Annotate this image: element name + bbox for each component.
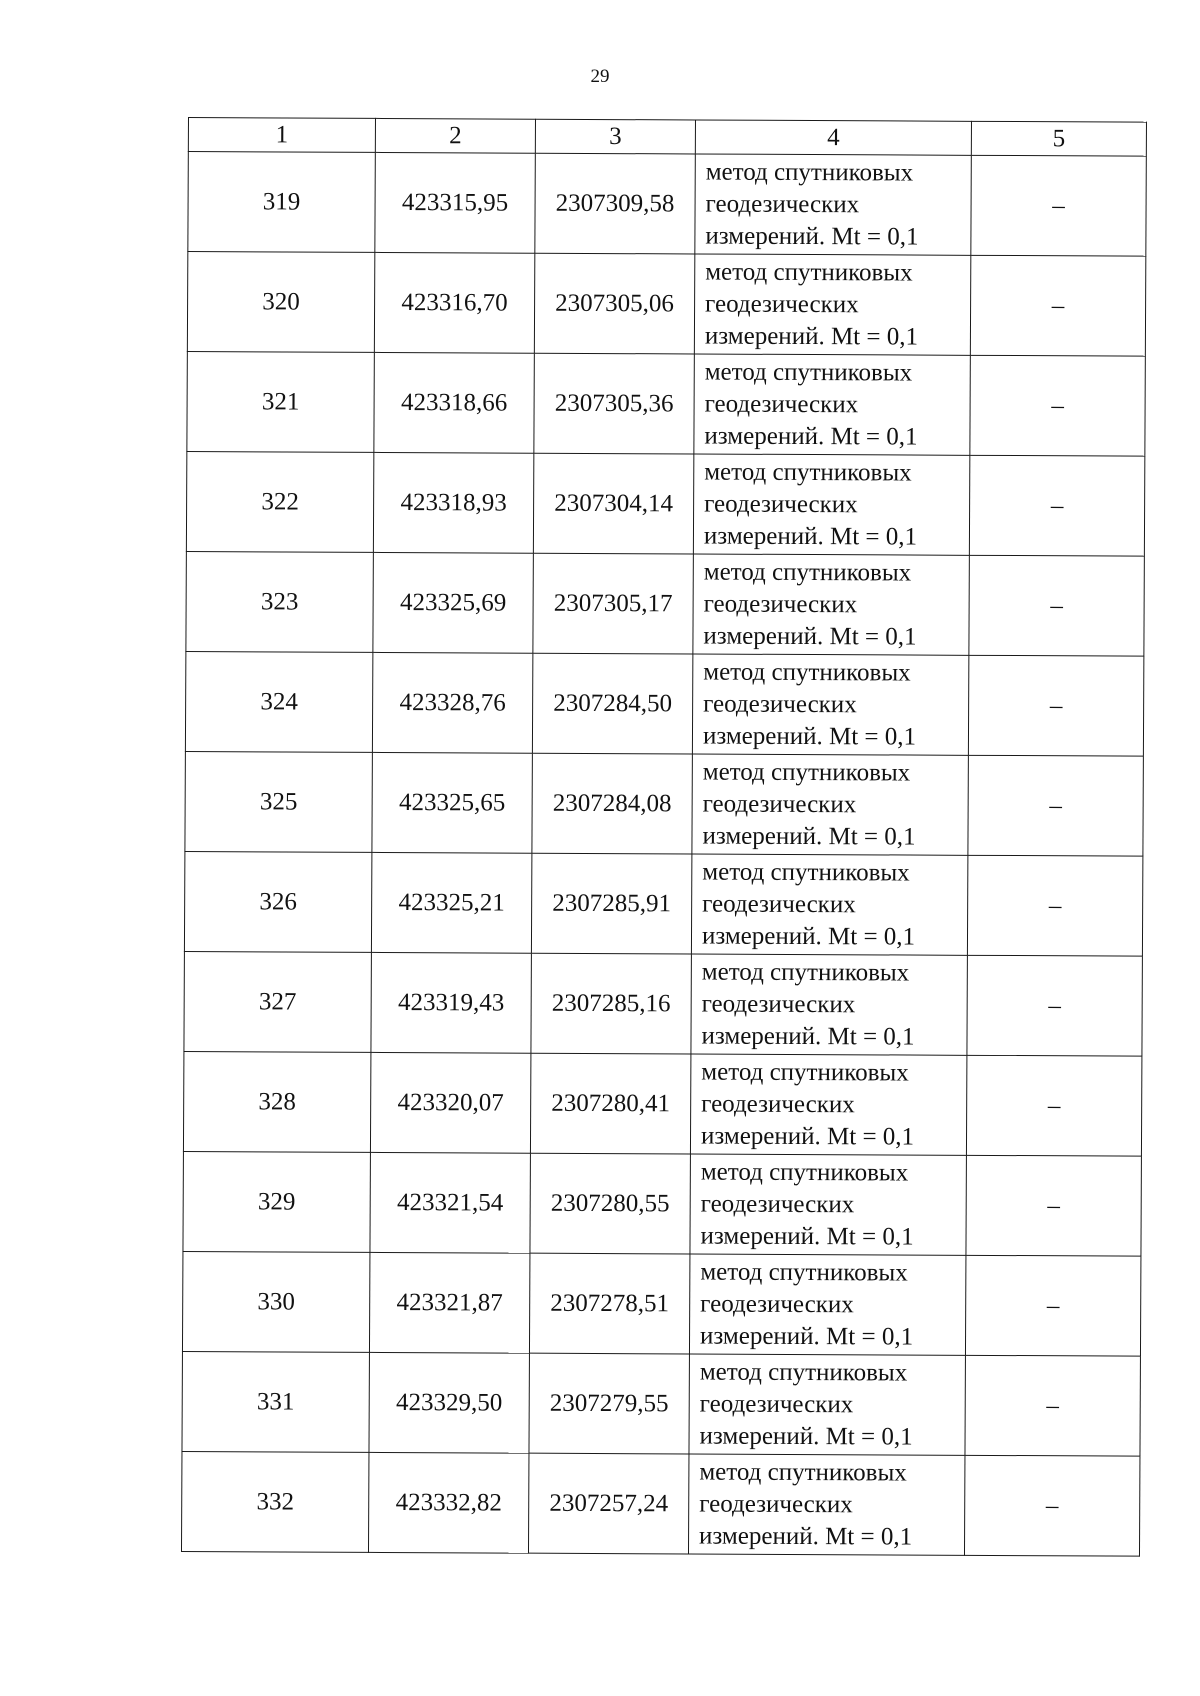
table-row: [184, 951, 1142, 1056]
method-line: метод спутниковых: [702, 858, 910, 887]
table-row: [186, 451, 1144, 556]
method-line: геодезических: [700, 1190, 855, 1218]
method-cell: [691, 954, 967, 1055]
method-cell: [690, 1054, 966, 1155]
method-cell: [689, 1354, 965, 1455]
method-cell: [689, 1254, 965, 1355]
y-coordinate-cell: 2307280,55: [530, 1153, 690, 1254]
method-cell: [692, 754, 968, 855]
method-line: метод спутниковых: [704, 358, 913, 387]
method-line: измерений. Mt = 0,1: [699, 1322, 914, 1351]
y-coordinate-cell: 2307280,41: [530, 1053, 690, 1154]
point-number-cell: 325: [185, 751, 372, 852]
y-coordinate-cell: 2307309,58: [535, 153, 695, 254]
table-body: [181, 152, 1146, 1557]
note-cell: –: [965, 1255, 1140, 1356]
note-cell: –: [968, 655, 1143, 756]
method-line: метод спутниковых: [701, 958, 910, 987]
method-line: метод спутниковых: [702, 758, 911, 787]
table-row: [187, 351, 1145, 456]
x-coordinate-cell: 423318,66: [374, 352, 534, 453]
x-coordinate-cell: 423321,54: [370, 1152, 530, 1253]
method-line: измерений. Mt = 0,1: [705, 222, 919, 251]
note-cell: –: [965, 1355, 1140, 1456]
point-number-cell: 319: [188, 152, 375, 253]
method-cell: [694, 254, 970, 355]
note-cell: –: [969, 455, 1144, 556]
y-coordinate-cell: 2307285,16: [531, 953, 691, 1054]
table-row: [187, 252, 1145, 357]
y-coordinate-cell: 2307305,06: [534, 253, 694, 354]
table-row: [183, 1051, 1141, 1156]
note-cell: –: [968, 755, 1143, 856]
method-line: измерений. Mt = 0,1: [701, 922, 916, 951]
y-coordinate-cell: 2307285,91: [531, 853, 691, 954]
note-cell: –: [964, 1455, 1139, 1556]
method-line: измерений. Mt = 0,1: [704, 322, 919, 351]
x-coordinate-cell: 423325,21: [371, 852, 531, 953]
x-coordinate-cell: 423318,93: [373, 452, 533, 553]
method-line: геодезических: [701, 1090, 855, 1118]
page-number: 29: [590, 66, 610, 87]
table-header-row: [188, 118, 1146, 157]
table-row: [185, 751, 1143, 856]
method-line: измерений. Mt = 0,1: [699, 1522, 913, 1551]
column-header-5: 5: [971, 121, 1146, 156]
method-cell: [695, 154, 971, 255]
point-number-cell: 324: [185, 651, 372, 752]
method-line: измерений. Mt = 0,1: [702, 722, 917, 751]
y-coordinate-cell: 2307284,08: [532, 753, 692, 854]
point-number-cell: 331: [182, 1351, 369, 1452]
table-row: [182, 1351, 1140, 1456]
y-coordinate-cell: 2307284,50: [532, 653, 692, 754]
point-number-cell: 326: [184, 851, 371, 952]
method-line: измерений. Mt = 0,1: [704, 422, 918, 451]
method-cell: [690, 1154, 966, 1255]
table-row: [186, 551, 1144, 656]
method-line: геодезических: [704, 490, 858, 518]
method-line: метод спутниковых: [703, 658, 911, 687]
method-line: измерений. Mt = 0,1: [700, 1222, 914, 1251]
x-coordinate-cell: 423325,65: [372, 752, 532, 853]
method-cell: [691, 854, 967, 955]
table-row: [184, 851, 1142, 956]
method-line: метод спутниковых: [703, 558, 912, 587]
x-coordinate-cell: 423325,69: [373, 552, 533, 653]
x-coordinate-cell: 423328,76: [372, 652, 532, 753]
method-line: метод спутниковых: [705, 258, 913, 287]
method-line: геодезических: [704, 390, 859, 418]
y-coordinate-cell: 2307305,17: [533, 553, 693, 654]
method-line: измерений. Mt = 0,1: [702, 822, 916, 851]
point-number-cell: 322: [186, 451, 373, 552]
method-line: метод спутниковых: [704, 458, 912, 487]
method-line: метод спутниковых: [700, 1158, 909, 1187]
method-line: геодезических: [699, 1490, 853, 1518]
note-cell: –: [967, 955, 1142, 1056]
table-row: [182, 1251, 1140, 1356]
column-header-4: 4: [695, 120, 971, 155]
table-row: [188, 152, 1146, 257]
method-line: измерений. Mt = 0,1: [703, 522, 918, 551]
x-coordinate-cell: 423320,07: [370, 1052, 530, 1153]
method-line: геодезических: [702, 790, 857, 818]
x-coordinate-cell: 423329,50: [369, 1352, 529, 1453]
method-line: геодезических: [699, 1390, 854, 1418]
y-coordinate-cell: 2307304,14: [533, 453, 693, 554]
table-row: [183, 1151, 1141, 1256]
column-header-2: 2: [375, 118, 535, 153]
note-cell: –: [970, 355, 1145, 456]
method-cell: [692, 654, 968, 755]
column-header-1: 1: [188, 118, 375, 153]
y-coordinate-cell: 2307279,55: [529, 1353, 689, 1454]
note-cell: –: [969, 555, 1144, 656]
method-line: измерений. Mt = 0,1: [699, 1422, 913, 1451]
point-number-cell: 327: [184, 951, 371, 1052]
method-line: геодезических: [703, 590, 858, 618]
method-line: метод спутниковых: [699, 1458, 907, 1487]
table-row: [181, 1451, 1139, 1556]
y-coordinate-cell: 2307278,51: [529, 1253, 689, 1354]
x-coordinate-cell: 423316,70: [374, 252, 534, 353]
point-number-cell: 330: [182, 1251, 369, 1352]
coordinates-table: [181, 117, 1147, 1557]
point-number-cell: 323: [186, 551, 373, 652]
method-line: измерений. Mt = 0,1: [701, 1022, 915, 1051]
method-line: геодезических: [702, 890, 856, 918]
method-line: геодезических: [705, 190, 860, 218]
method-line: метод спутниковых: [700, 1258, 908, 1287]
table-row: [185, 651, 1143, 756]
method-line: измерений. Mt = 0,1: [703, 622, 917, 651]
column-header-3: 3: [535, 119, 695, 154]
method-line: метод спутниковых: [705, 158, 914, 187]
method-line: геодезических: [703, 690, 857, 718]
point-number-cell: 332: [181, 1451, 368, 1552]
method-line: измерений. Mt = 0,1: [700, 1122, 915, 1151]
method-line: метод спутниковых: [699, 1358, 908, 1387]
point-number-cell: 320: [187, 252, 374, 353]
y-coordinate-cell: 2307257,24: [528, 1453, 688, 1554]
method-cell: [693, 554, 969, 655]
method-cell: [694, 354, 970, 455]
method-cell: [688, 1454, 964, 1555]
x-coordinate-cell: 423319,43: [371, 952, 531, 1053]
x-coordinate-cell: 423321,87: [369, 1252, 529, 1353]
method-line: метод спутниковых: [701, 1058, 909, 1087]
note-cell: –: [970, 255, 1145, 356]
method-line: геодезических: [701, 990, 856, 1018]
method-line: геодезических: [705, 290, 859, 318]
method-cell: [693, 454, 969, 555]
method-line: геодезических: [700, 1290, 854, 1318]
point-number-cell: 329: [183, 1151, 370, 1252]
y-coordinate-cell: 2307305,36: [534, 353, 694, 454]
point-number-cell: 328: [183, 1051, 370, 1152]
note-cell: –: [971, 155, 1146, 256]
x-coordinate-cell: 423332,82: [368, 1452, 528, 1553]
point-number-cell: 321: [187, 351, 374, 452]
note-cell: –: [967, 855, 1142, 956]
note-cell: –: [966, 1055, 1141, 1156]
note-cell: –: [966, 1155, 1141, 1256]
x-coordinate-cell: 423315,95: [375, 152, 535, 253]
